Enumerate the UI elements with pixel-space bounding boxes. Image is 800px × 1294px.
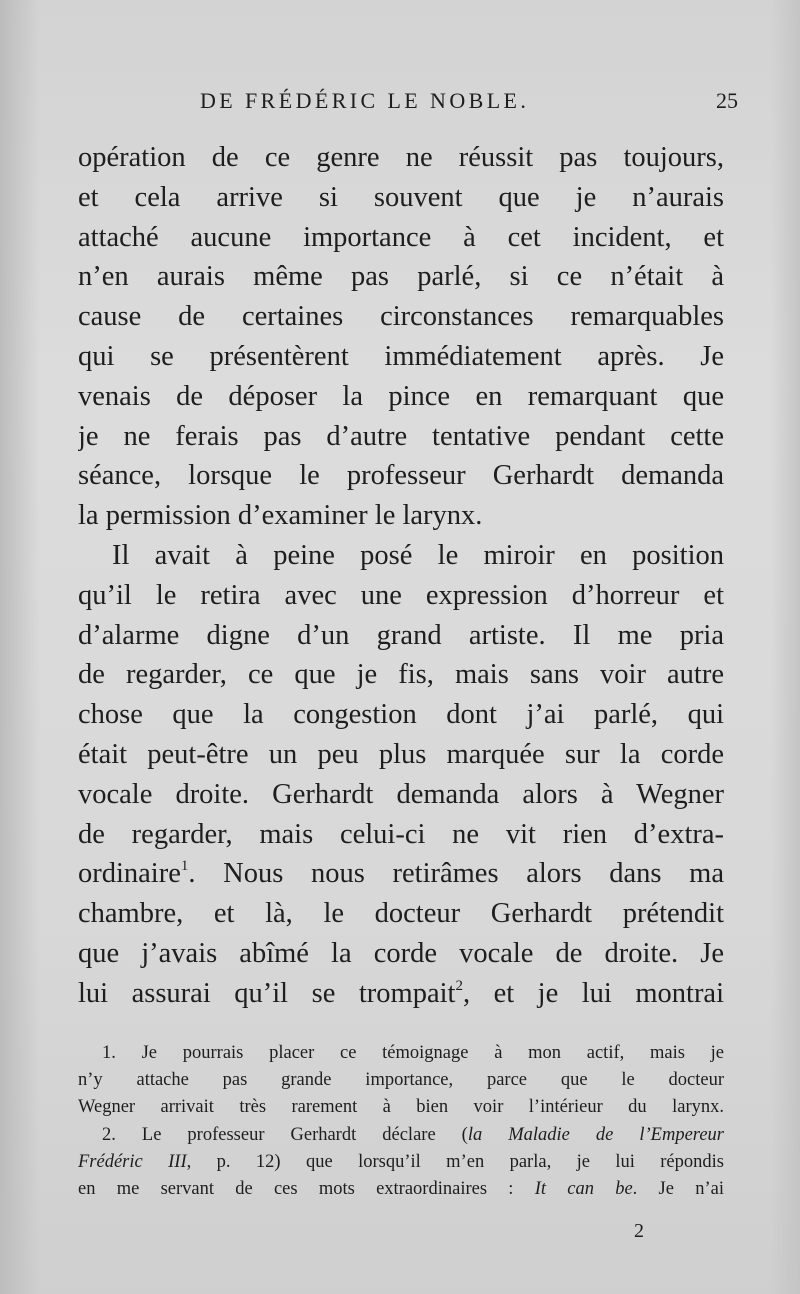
- text-line: la permission d’examiner le larynx.: [78, 500, 483, 532]
- text-line: de regarder, ce que je fis, mais sans voir autre: [78, 659, 724, 691]
- text-line: vocale droite. Gerhardt demanda alors à Wegner: [78, 778, 724, 810]
- text-line: [78, 974, 724, 1014]
- text-line: et cela arrive si souvent que je n’aurais: [78, 181, 724, 213]
- book-title-italic: Frédéric III: [78, 1151, 187, 1172]
- text-line: venais de déposer la pince en remarquant que: [78, 380, 724, 412]
- text-fragment: , p. 12) que lorsqu’il m’en parla, je lui répondis: [186, 1151, 724, 1172]
- text-line: qu’il le retira avec une expression d’horreur et: [78, 579, 724, 611]
- signature-mark: 2: [634, 1220, 644, 1242]
- text-fragment: lui assurai qu’il se trompait: [78, 977, 456, 1009]
- text-line: séance, lorsque le professeur Gerhardt demanda: [78, 460, 724, 492]
- footnotes: [78, 1040, 724, 1203]
- text-fragment: ordinaire: [78, 858, 181, 890]
- text-line: chose que la congestion dont j’ai parlé, qui: [78, 699, 724, 731]
- quote-italic: It can be: [534, 1178, 633, 1199]
- footnote-reference-1: 1: [180, 858, 189, 875]
- book-title-italic: la Maladie de l’Empereur: [467, 1124, 724, 1145]
- paragraph-2: [78, 536, 724, 1014]
- text-line: opération de ce genre ne réussit pas toujours,: [78, 142, 724, 173]
- footnote-line: n’y attache pas grande importance, parce que le docteur: [78, 1070, 724, 1091]
- footnote-1: [78, 1040, 724, 1122]
- text-line: je ne ferais pas d’autre tentative pendant cette: [78, 420, 724, 452]
- text-line: que j’avais abîmé la corde vocale de droite. Je: [78, 937, 724, 969]
- text-line: chambre, et là, le docteur Gerhardt prétendit: [78, 898, 724, 930]
- footnote-line: [78, 1149, 724, 1176]
- footnote-line: [78, 1176, 724, 1203]
- text-fragment: 2. Le professeur Gerhardt déclare (: [102, 1124, 468, 1145]
- body-text: [78, 138, 724, 1014]
- text-line: de regarder, mais celui-ci ne vit rien d’extra-: [78, 818, 724, 850]
- footnote-2: [78, 1122, 724, 1204]
- text-line: était peut-être un peu plus marquée sur la corde: [78, 738, 724, 770]
- footnote-line: 1. Je pourrais placer ce témoignage à mon actif, mais je: [102, 1043, 724, 1063]
- text-line: attaché aucune importance à cet incident, et: [78, 221, 724, 253]
- text-fragment: en me servant de ces mots extraordinaires :: [78, 1178, 535, 1199]
- running-head: DE FRÉDÉRIC LE NOBLE.: [200, 88, 530, 113]
- text-line: qui se présentèrent immédiatement après. Je: [78, 340, 724, 372]
- paragraph-1: [78, 138, 724, 536]
- page-number: 25: [716, 88, 738, 113]
- footnote-line: [78, 1122, 724, 1149]
- footnote-reference-2: 2: [455, 977, 463, 994]
- text-line: Il avait à peine posé le miroir en position: [112, 539, 724, 571]
- text-line: [78, 854, 724, 894]
- footnote-line: Wegner arrivait très rarement à bien voir l’intérieur du larynx.: [78, 1097, 724, 1118]
- text-fragment: . Je n’ai: [632, 1178, 724, 1199]
- text-line: n’en aurais même pas parlé, si ce n’était à: [78, 261, 724, 293]
- text-fragment: , et je lui montrai: [462, 977, 724, 1009]
- text-fragment: . Nous nous retirâmes alors dans ma: [188, 858, 724, 890]
- text-line: cause de certaines circonstances remarquables: [78, 301, 724, 333]
- page-header: [78, 88, 738, 118]
- text-line: d’alarme digne d’un grand artiste. Il me pria: [78, 619, 724, 651]
